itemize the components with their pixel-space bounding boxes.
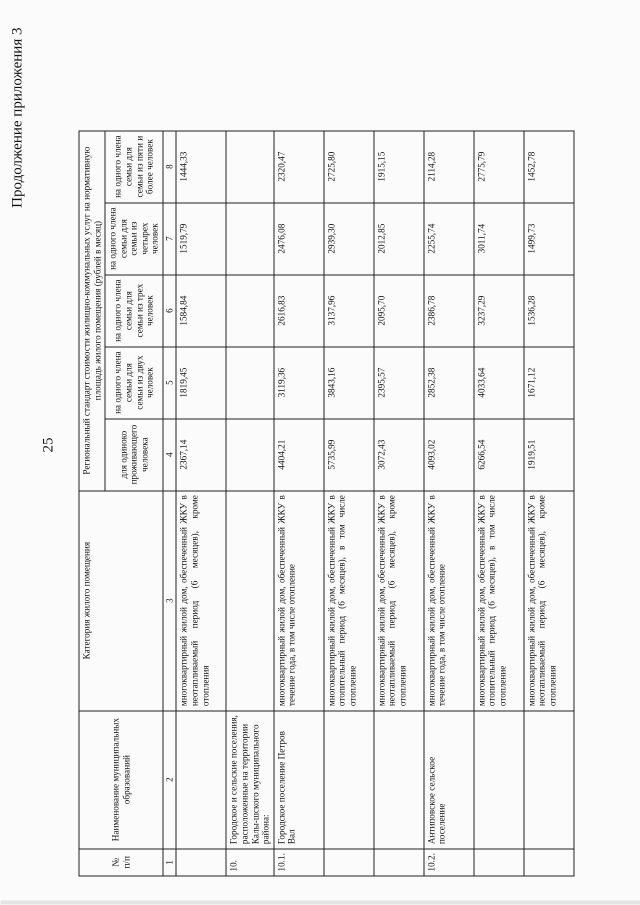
value-cell: 3072,43 — [374, 419, 424, 491]
value-cell: 1919,51 — [524, 419, 574, 491]
value-cell: 2616,83 — [274, 275, 324, 347]
value-cell — [226, 131, 273, 203]
value-cell: 3011,74 — [474, 203, 524, 275]
tariff-table — [79, 130, 575, 876]
municipality-name — [176, 711, 226, 849]
value-cell: 4033,64 — [474, 347, 524, 419]
municipality-name — [324, 711, 374, 849]
table-row — [424, 131, 474, 876]
row-number: 10.2. — [424, 849, 474, 876]
value-cell: 2775,79 — [474, 131, 524, 203]
value-cell: 1536,28 — [524, 275, 574, 347]
value-cell: 2255,74 — [424, 203, 474, 275]
category-cell: многоквартирный жилой дом, обеспеченный ЖКУ в неотапливаемый период (6 месяцев), кроме отопления — [176, 491, 226, 711]
index-cell: 8 — [163, 131, 176, 203]
category-cell: многоквартирный жилой дом, обеспеченный ЖКУ в течение года, в том числе отопление — [274, 491, 324, 711]
value-cell: 2939,30 — [324, 203, 374, 275]
value-cell: 1444,33 — [176, 131, 226, 203]
value-cell: 1819,45 — [176, 347, 226, 419]
value-cell: 2386,78 — [424, 275, 474, 347]
row-number — [324, 849, 374, 876]
value-cell: 1499,73 — [524, 203, 574, 275]
index-cell: 6 — [163, 275, 176, 347]
table-row — [324, 131, 374, 876]
row-number: 10. — [226, 849, 273, 876]
value-cell: 3137,96 — [324, 275, 374, 347]
page-number: 25 — [40, 437, 57, 453]
category-cell — [226, 491, 273, 711]
value-cell: 5735,99 — [324, 419, 374, 491]
municipality-name: Городское поселение Петров Вал — [274, 711, 324, 849]
header-sub-2: на одного члена семьи для семьи из двух человек — [105, 347, 163, 419]
row-number — [474, 849, 524, 876]
value-cell: 2725,80 — [324, 131, 374, 203]
value-cell — [226, 203, 273, 275]
value-cell: 1671,12 — [524, 347, 574, 419]
value-cell — [226, 419, 273, 491]
value-cell: 1915,15 — [374, 131, 424, 203]
header-category: Категория жилого помещения — [79, 491, 163, 711]
value-cell — [226, 347, 273, 419]
table-row — [226, 131, 273, 876]
category-cell: многоквартирный жилой дом, обеспеченный ЖКУ в отопительный период (6 месяцев), в том числе отопление — [324, 491, 374, 711]
category-cell: многоквартирный жилой дом, обеспеченный ЖКУ в отопительный период (6 месяцев), в том числе отопление — [474, 491, 524, 711]
municipality-name: Городское и сельские поселения, расположенные на территории Калы-шского муниципального района: — [226, 711, 273, 849]
index-cell: 2 — [163, 711, 176, 849]
category-cell: многоквартирный жилой дом, обеспеченный ЖКУ в течение года, в том числе отопление — [424, 491, 474, 711]
continuation-label: Продолжение приложения 3 — [9, 27, 26, 208]
row-number — [524, 849, 574, 876]
index-cell: 3 — [163, 491, 176, 711]
category-cell: многоквартирный жилой дом, обеспеченный ЖКУ в неотапливаемый период (6 месяцев), кроме отопления — [374, 491, 424, 711]
index-cell: 4 — [163, 419, 176, 491]
municipality-name: Антиповское сельское поселение — [424, 711, 474, 849]
index-cell: 5 — [163, 347, 176, 419]
municipality-name — [374, 711, 424, 849]
category-cell: многоквартирный жилой дом, обеспеченный ЖКУ в неотапливаемый период (6 месяцев), кроме отопления — [524, 491, 574, 711]
scan-edge — [1, 901, 640, 905]
value-cell: 6266,54 — [474, 419, 524, 491]
table-row — [176, 131, 226, 876]
table-body — [176, 131, 573, 876]
header-sub-4: на одного члена семьи для семьи из четырех человек — [105, 203, 163, 275]
row-number: 10.1. — [274, 849, 324, 876]
header-standard-group: Региональный стандарт стоимости жилищно-коммунальных услуг на нормативную площадь жилого помещения (рублей в месяц) — [79, 131, 105, 491]
municipality-name — [474, 711, 524, 849]
table-row — [524, 131, 574, 876]
value-cell: 1519,79 — [176, 203, 226, 275]
value-cell: 2114,28 — [424, 131, 474, 203]
header-municipality: Наименование муниципальных образований — [79, 711, 163, 849]
value-cell: 2476,08 — [274, 203, 324, 275]
rotated-sheet — [1, 0, 640, 905]
table-row — [374, 131, 424, 876]
value-cell: 2012,85 — [374, 203, 424, 275]
value-cell: 2095,70 — [374, 275, 424, 347]
value-cell: 1584,84 — [176, 275, 226, 347]
table-row — [274, 131, 324, 876]
value-cell: 3843,16 — [324, 347, 374, 419]
header-sub-5: на одного члена семьи для семьи из пяти и более человек — [105, 131, 163, 203]
value-cell: 2852,38 — [424, 347, 474, 419]
value-cell: 2395,57 — [374, 347, 424, 419]
row-number — [374, 849, 424, 876]
value-cell: 2367,14 — [176, 419, 226, 491]
header-sub-3: на одного члена семьи для семьи из трех человек — [105, 275, 163, 347]
index-cell: 7 — [163, 203, 176, 275]
value-cell — [226, 275, 273, 347]
value-cell: 3237,29 — [474, 275, 524, 347]
value-cell: 3119,36 — [274, 347, 324, 419]
header-sub-1: для одиноко проживающего человека — [105, 419, 163, 491]
index-cell: 1 — [163, 849, 176, 876]
value-cell: 2320,47 — [274, 131, 324, 203]
value-cell: 4093,02 — [424, 419, 474, 491]
municipality-name — [524, 711, 574, 849]
value-cell: 1452,78 — [524, 131, 574, 203]
table-row — [474, 131, 524, 876]
value-cell: 4404,21 — [274, 419, 324, 491]
row-number — [176, 849, 226, 876]
header-number: № п/п — [79, 849, 163, 876]
